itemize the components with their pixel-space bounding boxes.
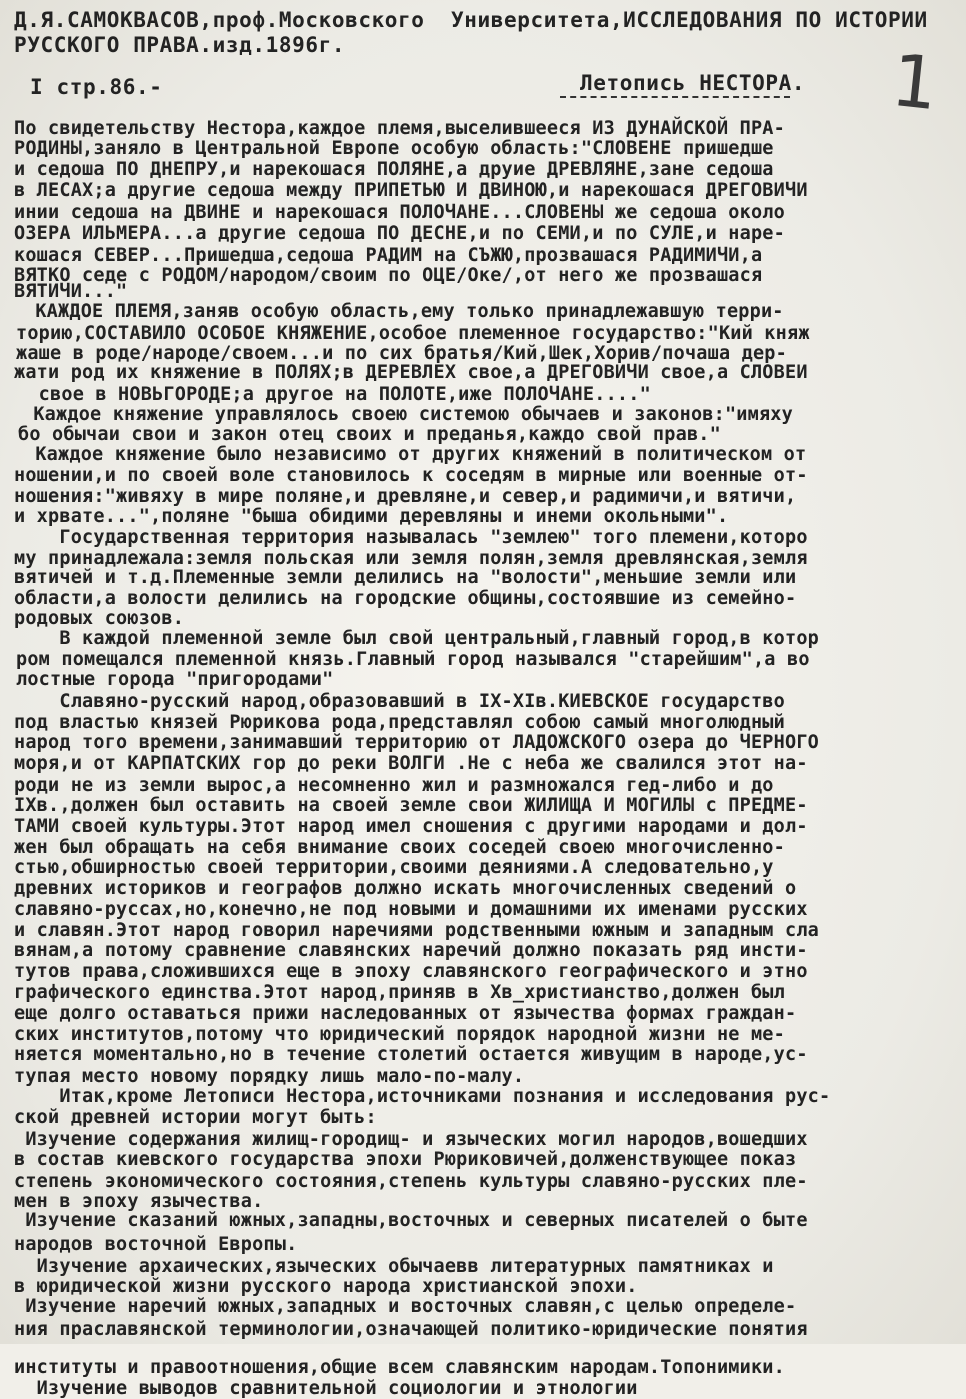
text-line: в юридической жизни русского народа христианской эпохи. — [14, 1276, 638, 1297]
text-line: жати род их княжение в ПОЛЯХ;в ДЕРЕВЛЕХ свое,а ДРЕГОВИЧИ свое,а СЛОВЕИ — [14, 362, 808, 383]
text-line: IXв.,должен был оставить на своей земле свои ЖИЛИЩА И МОГИЛЫ с ПРЕДМЕ- — [14, 795, 808, 816]
text-line: древних историков и географов должно искать многочисленных сведений о — [14, 878, 797, 899]
text-line: степень экономического состояния,степень культуры славяно-русских пле- — [14, 1171, 808, 1192]
text-line: ношения:"живяху в мире поляне,и древляне,и север,и радимичи,и вятичи, — [14, 486, 797, 507]
text-line: ния праславянской терминологии,означающей политико-юридические понятия — [14, 1319, 808, 1340]
text-line: Изучение наречий южных,западных и восточных славян,с целью определе- — [14, 1296, 797, 1317]
text-line: Изучение содержания жилищ-городищ- и языческих могил народов,вошедших — [14, 1129, 808, 1150]
text-line: Изучение архаических,языческих обычаевв литературных памятниках и — [14, 1256, 774, 1277]
text-line: в ЛЕСАХ;а другие седоша между ПРИПЕТЬЮ И ДВИНОЮ,и нарекошася ДРЕГОВИЧИ — [14, 180, 808, 201]
text-line: Итак,кроме Летописи Нестора,источниками познания и исследования рус- — [14, 1086, 831, 1107]
text-line: Изучение выводов сравнительной социологии и этнологии — [14, 1378, 638, 1399]
text-line: ТАМИ своей культуры.Этот народ имел сношения с другими народами и дол- — [14, 816, 808, 837]
text-line: еще долго оставаться прижи наследованных от язычества формах граждан- — [14, 1003, 797, 1024]
text-line: свое в НОВЬГОРОДЕ;а другое на ПОЛОТЕ,иже ПОЛОЧАНЕ...." — [16, 384, 651, 405]
text-line: Каждое княжение управлялось своею системою обычаев и законов:"имяху — [22, 404, 793, 425]
text-line: славяно-руссах,но,конечно,не под новыми и домашними их именами русских — [14, 899, 808, 920]
text-line: народ того времени,занимавший территорию от ЛАДОЖСКОГО озера до ЧЕРНОГО — [14, 732, 819, 753]
text-line: в состав киевского государства эпохи Рюриковичей,долженствующее показ — [14, 1149, 797, 1170]
header-line-2: РУССКОГО ПРАВА.изд.1896г. — [14, 33, 346, 57]
text-line: родовых союзов. — [14, 608, 185, 629]
text-line: ВЯТИЧИ..." — [14, 281, 128, 302]
text-line: и хрвате...",поляне "быша обидими деревляны и инеми окольными". — [14, 506, 729, 527]
text-line: моря,и от КАРПАТСКИХ гор до реки ВОЛГИ .Не с неба же свалился этот на- — [14, 753, 808, 774]
text-line: кошася СЕВЕР...Пришедша,седоша РАДИМ на СЪЖЮ,прозвашася РАДИМИЧИ,а — [14, 245, 763, 266]
text-line: ской древней истории могут быть: — [14, 1107, 377, 1128]
text-line: графического единства.Этот народ,приняв в Хв_христианство,должен был — [14, 982, 785, 1003]
text-line: По свидетельству Нестора,каждое племя,выселившееся ИЗ ДУНАЙСКОЙ ПРА- — [14, 118, 785, 139]
text-line: КАЖДОЕ ПЛЕМЯ,заняв особую область,ему только принадлежавшую терри- — [24, 301, 784, 322]
text-line: РОДИНЫ,заняло в Центральной Европе особую область:"СЛОВЕНЕ пришедше — [14, 138, 774, 159]
text-line: и славян.Этот народ говорил наречиями родственными южным и западным сла — [14, 920, 819, 941]
text-line: Государственная территория называлась "землею" того племени,которо — [14, 527, 808, 548]
text-line: вянам,а потому сравнение славянских наречий должно показать ряд инсти- — [14, 940, 808, 961]
text-line: лостные города "пригородами" — [16, 669, 334, 690]
text-line: народов восточной Европы. — [14, 1234, 298, 1255]
text-line: вятичей и т.д.Племенные земли делились на "волости",меньшие земли или — [14, 567, 797, 588]
text-line: тупая место новому порядку лишь мало-по-малу. — [14, 1066, 525, 1087]
header-line-1: Д.Я.САМОКВАСОВ,проф.Московского Университета,ИССЛЕДОВАНИЯ ПО ИСТОРИИ — [14, 8, 928, 32]
text-line: ских институтов,потому что юридический порядок народной жизни не ме- — [14, 1024, 785, 1045]
text-line: ношении,и по своей воле становилось к соседям в мирные или военные от- — [14, 465, 808, 486]
text-line: тутов права,сложившихся еще в эпоху славянского географического и этно — [14, 961, 808, 982]
text-line: Каждое княжение было независимо от других княжений в политическом от — [24, 444, 807, 465]
text-line: роди не из земли вырос,а несомненно жил и размножался гед-либо и до — [14, 775, 774, 796]
text-line: мен в эпоху язычества. — [14, 1191, 264, 1212]
text-line: жаше в роде/народе/своем...и по сих братья/Кий,Шек,Хорив/почаша дер- — [16, 343, 787, 364]
text-line: бо обычаи свои и закон отец своих и преданья,каждо свой прав." — [18, 424, 721, 445]
text-line: области,а волости делились на городские общины,состоявшие из семейно- — [14, 588, 797, 609]
text-line: ОЗЕРА ИЛЬМЕРА...а другие седоша ПО ДЕСНЕ,и по СЕМИ,и по СУЛЕ,и наре- — [14, 223, 785, 244]
text-line: ром помещался племенной князь.Главный город назывался "старейшим",а во — [16, 649, 810, 670]
text-line: Изучение сказаний южных,западны,восточных и северных писателей о быте — [14, 1210, 808, 1231]
text-line: инии седоша на ДВИНЕ и нарекошася ПОЛОЧАНЕ...СЛОВЕНЫ же седоша около — [14, 202, 785, 223]
text-line: институты и правоотношения,общие всем славянским народам.Топонимики. — [14, 1357, 785, 1378]
handwritten-page-number: 1 — [887, 37, 943, 127]
text-line: Славяно-русский народ,образовавший в IX-XIв.КИЕВСКОЕ государство — [14, 691, 785, 712]
text-line: В каждой племенной земле был свой центральный,главный город,в котор — [14, 628, 819, 649]
page-reference: I стр.86.- — [30, 75, 163, 99]
text-line: и седоша ПО ДНЕПРУ,и нарекошася ПОЛЯНЕ,а друие ДРЕВЛЯНЕ,зане седоша — [14, 159, 774, 180]
text-line: ВЯТКО седе с РОДОМ/народом/своим по ОЦЕ/Оке/,от него же прозвашася — [14, 265, 763, 286]
text-line: жен был обращать на себя внимание своих соседей своею многочисленно- — [14, 837, 785, 858]
title-underline — [560, 96, 790, 98]
text-line: му принадлежала:земля польская или земля полян,земля древлянская,земля — [14, 548, 808, 569]
text-line: торию,СОСТАВИЛО ОСОБОЕ КНЯЖЕНИЕ,особое племенное государство:"Кий княж — [16, 323, 810, 344]
text-line: няется моментально,но в течение столетий остается живущим в народе,ус- — [14, 1044, 808, 1065]
document-title: Летопись НЕСТОРА. — [580, 71, 806, 95]
text-line: под властью князей Рюрикова рода,представлял собою самый многолюдный — [14, 712, 785, 733]
text-line: стью,обширностью своей территории,своими деяниями.А следовательно,у — [14, 857, 774, 878]
